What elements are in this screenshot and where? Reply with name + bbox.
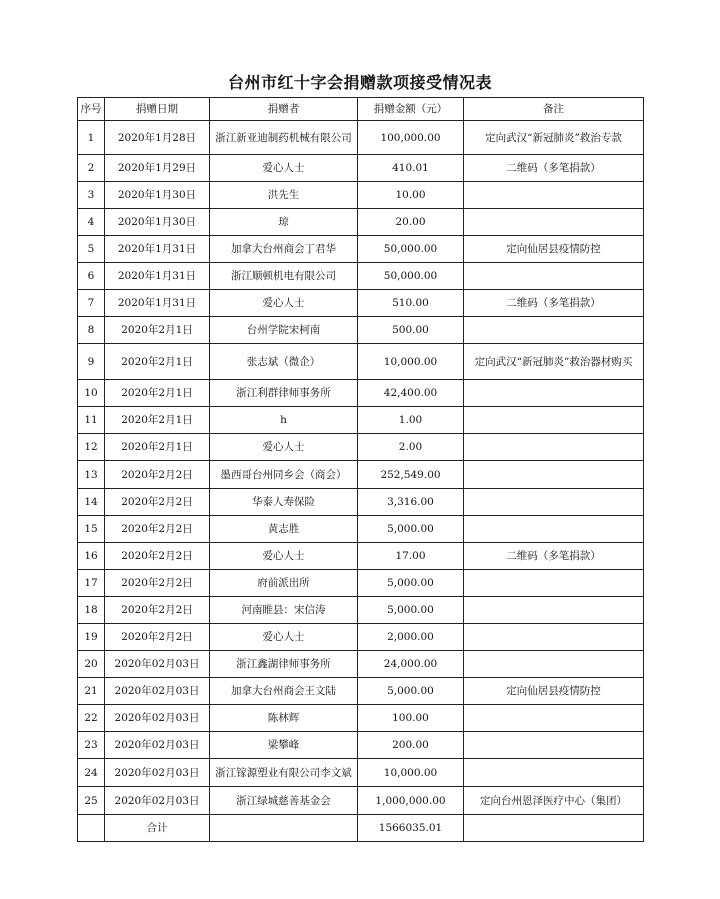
row-note <box>464 759 644 787</box>
row-date: 2020年02月03日 <box>105 678 210 705</box>
row-note <box>464 732 644 759</box>
row-date: 2020年2月1日 <box>105 407 210 434</box>
row-amount: 410.01 <box>358 155 464 182</box>
table-row <box>78 597 644 624</box>
row-donor: 浙江镓源塑业有限公司李文斌 <box>210 759 358 787</box>
table-row <box>78 489 644 516</box>
row-index: 10 <box>78 380 105 407</box>
row-amount: 10,000.00 <box>358 344 464 380</box>
total-label: 合计 <box>105 815 210 842</box>
total-amount: 1566035.01 <box>358 815 464 842</box>
row-donor: 加拿大台州商会王文陆 <box>210 678 358 705</box>
row-index: 8 <box>78 317 105 344</box>
table-row <box>78 705 644 732</box>
row-index: 14 <box>78 489 105 516</box>
row-date: 2020年2月2日 <box>105 597 210 624</box>
row-amount: 500.00 <box>358 317 464 344</box>
row-index: 9 <box>78 344 105 380</box>
row-note: 二维码（多笔捐款） <box>464 290 644 317</box>
row-index: 15 <box>78 516 105 543</box>
row-amount: 100.00 <box>358 705 464 732</box>
header-index: 序号 <box>78 98 105 121</box>
row-index: 4 <box>78 209 105 236</box>
row-amount: 5,000.00 <box>358 678 464 705</box>
row-date: 2020年1月30日 <box>105 209 210 236</box>
row-donor: 台州学院宋柯南 <box>210 317 358 344</box>
row-amount: 50,000.00 <box>358 236 464 263</box>
row-note <box>464 461 644 489</box>
row-donor: 爱心人士 <box>210 155 358 182</box>
row-donor: 梁攀峰 <box>210 732 358 759</box>
row-date: 2020年02月03日 <box>105 759 210 787</box>
total-donor-cell <box>210 815 358 842</box>
total-row <box>78 815 644 842</box>
row-amount: 5,000.00 <box>358 570 464 597</box>
row-donor: 张志斌（微企） <box>210 344 358 380</box>
table-row <box>78 461 644 489</box>
row-date: 2020年2月2日 <box>105 543 210 570</box>
header-donor: 捐赠者 <box>210 98 358 121</box>
row-note <box>464 380 644 407</box>
row-note: 定向武汉“新冠肺炎”救治器材购买 <box>464 344 644 380</box>
row-index: 21 <box>78 678 105 705</box>
table-row <box>78 236 644 263</box>
row-donor: 爱心人士 <box>210 434 358 461</box>
row-donor: 浙江新亚迪制药机械有限公司 <box>210 121 358 155</box>
row-note <box>464 263 644 290</box>
row-amount: 2.00 <box>358 434 464 461</box>
row-donor: 浙江利群律师事务所 <box>210 380 358 407</box>
row-index: 23 <box>78 732 105 759</box>
row-note <box>464 407 644 434</box>
row-index: 6 <box>78 263 105 290</box>
row-donor: 黄志胜 <box>210 516 358 543</box>
row-index: 19 <box>78 624 105 651</box>
row-index: 25 <box>78 787 105 815</box>
row-note <box>464 651 644 678</box>
row-note <box>464 516 644 543</box>
row-note <box>464 489 644 516</box>
row-date: 2020年2月1日 <box>105 434 210 461</box>
table-row <box>78 209 644 236</box>
row-date: 2020年2月2日 <box>105 570 210 597</box>
row-donor: 爱心人士 <box>210 290 358 317</box>
row-amount: 5,000.00 <box>358 516 464 543</box>
row-donor: 河南睢县：宋信涛 <box>210 597 358 624</box>
row-amount: 50,000.00 <box>358 263 464 290</box>
row-amount: 24,000.00 <box>358 651 464 678</box>
row-note <box>464 597 644 624</box>
row-date: 2020年1月30日 <box>105 182 210 209</box>
row-note <box>464 317 644 344</box>
row-note: 定向台州恩泽医疗中心（集团） <box>464 787 644 815</box>
table-row <box>78 678 644 705</box>
row-amount: 2,000.00 <box>358 624 464 651</box>
table-row <box>78 182 644 209</box>
row-amount: 3,316.00 <box>358 489 464 516</box>
row-date: 2020年2月2日 <box>105 489 210 516</box>
row-index: 3 <box>78 182 105 209</box>
table-row <box>78 317 644 344</box>
row-donor: 浙江绿城慈善基金会 <box>210 787 358 815</box>
row-amount: 10,000.00 <box>358 759 464 787</box>
row-amount: 42,400.00 <box>358 380 464 407</box>
row-donor: 墨西哥台州同乡会（商会） <box>210 461 358 489</box>
row-donor: 陈林辉 <box>210 705 358 732</box>
row-donor: 府前派出所 <box>210 570 358 597</box>
table-row <box>78 155 644 182</box>
row-note: 定向武汉“新冠肺炎”救治专款 <box>464 121 644 155</box>
row-note <box>464 182 644 209</box>
table-row <box>78 263 644 290</box>
table-row <box>78 651 644 678</box>
row-donor: 加拿大台州商会丁君华 <box>210 236 358 263</box>
row-index: 12 <box>78 434 105 461</box>
row-note: 定向仙居县疫情防控 <box>464 236 644 263</box>
row-amount: 1,000,000.00 <box>358 787 464 815</box>
row-index: 13 <box>78 461 105 489</box>
row-donor: 洪先生 <box>210 182 358 209</box>
row-donor: 爱心人士 <box>210 624 358 651</box>
row-note: 二维码（多笔捐款） <box>464 543 644 570</box>
row-date: 2020年02月03日 <box>105 651 210 678</box>
table-title: 台州市红十字会捐赠款项接受情况表 <box>227 73 492 92</box>
table-row <box>78 434 644 461</box>
table-body <box>78 121 644 815</box>
row-date: 2020年1月31日 <box>105 236 210 263</box>
row-amount: 1.00 <box>358 407 464 434</box>
table-row <box>78 570 644 597</box>
row-date: 2020年1月29日 <box>105 155 210 182</box>
row-note: 二维码（多笔捐款） <box>464 155 644 182</box>
row-amount: 510.00 <box>358 290 464 317</box>
table-row <box>78 732 644 759</box>
row-date: 2020年1月31日 <box>105 263 210 290</box>
row-index: 18 <box>78 597 105 624</box>
row-note <box>464 705 644 732</box>
header-amount: 捐赠金额（元） <box>358 98 464 121</box>
row-index: 11 <box>78 407 105 434</box>
row-date: 2020年2月2日 <box>105 624 210 651</box>
table-row <box>78 380 644 407</box>
row-note <box>464 209 644 236</box>
row-date: 2020年1月28日 <box>105 121 210 155</box>
row-donor: 琼 <box>210 209 358 236</box>
table-row <box>78 759 644 787</box>
table-row <box>78 543 644 570</box>
row-index: 22 <box>78 705 105 732</box>
row-amount: 17.00 <box>358 543 464 570</box>
row-index: 16 <box>78 543 105 570</box>
total-note-cell <box>464 815 644 842</box>
table-row <box>78 787 644 815</box>
table-row <box>78 121 644 155</box>
row-index: 20 <box>78 651 105 678</box>
row-index: 5 <box>78 236 105 263</box>
row-date: 2020年02月03日 <box>105 732 210 759</box>
row-amount: 20.00 <box>358 209 464 236</box>
row-date: 2020年2月1日 <box>105 380 210 407</box>
row-donor: 爱心人士 <box>210 543 358 570</box>
table-row <box>78 624 644 651</box>
row-note <box>464 624 644 651</box>
table-row <box>78 344 644 380</box>
row-date: 2020年2月1日 <box>105 317 210 344</box>
total-index-cell <box>78 815 105 842</box>
header-note: 备注 <box>464 98 644 121</box>
row-note <box>464 434 644 461</box>
row-date: 2020年02月03日 <box>105 787 210 815</box>
row-donor: 浙江顺顿机电有限公司 <box>210 263 358 290</box>
row-date: 2020年2月1日 <box>105 344 210 380</box>
row-donor: 浙江鑫湖律师事务所 <box>210 651 358 678</box>
row-note <box>464 570 644 597</box>
header-row <box>78 98 644 121</box>
table-row <box>78 290 644 317</box>
row-date: 2020年2月2日 <box>105 516 210 543</box>
row-amount: 200.00 <box>358 732 464 759</box>
donation-table <box>77 97 644 842</box>
row-date: 2020年1月31日 <box>105 290 210 317</box>
table-row <box>78 516 644 543</box>
header-date: 捐赠日期 <box>105 98 210 121</box>
row-amount: 100,000.00 <box>358 121 464 155</box>
row-date: 2020年2月2日 <box>105 461 210 489</box>
row-donor: h <box>210 407 358 434</box>
row-amount: 252,549.00 <box>358 461 464 489</box>
row-index: 2 <box>78 155 105 182</box>
row-donor: 华泰人寿保险 <box>210 489 358 516</box>
row-amount: 5,000.00 <box>358 597 464 624</box>
row-date: 2020年02月03日 <box>105 705 210 732</box>
table-row <box>78 407 644 434</box>
row-index: 1 <box>78 121 105 155</box>
row-index: 17 <box>78 570 105 597</box>
row-index: 7 <box>78 290 105 317</box>
row-note: 定向仙居县疫情防控 <box>464 678 644 705</box>
row-index: 24 <box>78 759 105 787</box>
row-amount: 10.00 <box>358 182 464 209</box>
